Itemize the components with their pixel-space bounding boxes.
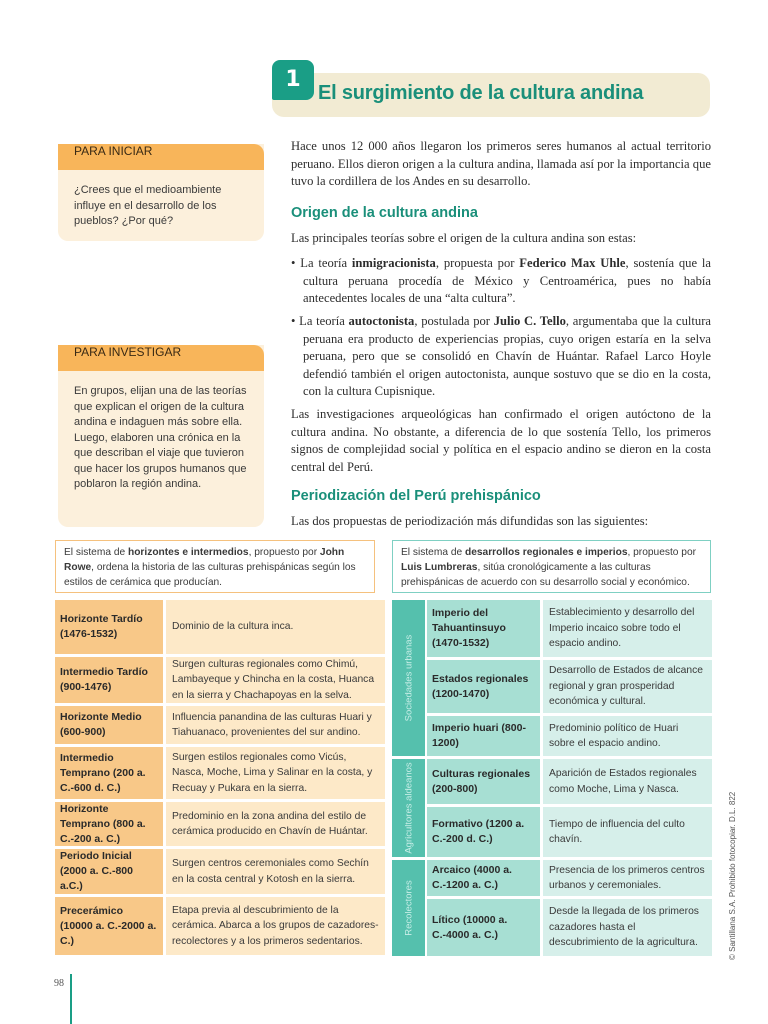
table-row xyxy=(55,897,385,955)
table-row xyxy=(427,759,712,804)
page-number: 98 xyxy=(54,978,64,989)
table-row xyxy=(427,716,712,756)
description-cell: Predominio en la zona andina del estilo de cerámica producido en Chavín de Huántar. xyxy=(166,802,385,846)
table-row xyxy=(55,706,385,744)
section-heading-periodizacion: Periodización del Perú prehispánico xyxy=(291,488,541,504)
period-cell: Periodo Inicial (2000 a. C.-800 a.C.) xyxy=(55,849,163,894)
table-row xyxy=(427,899,712,956)
period-cell: Arcaico (4000 a. C.-1200 a. C.) xyxy=(427,860,540,896)
period-cell: Imperio del Tahuantinsuyo (1470-1532) xyxy=(427,600,540,657)
group-label-recolectores: Recolectores xyxy=(392,860,425,956)
description-cell: Surgen culturas regionales como Chimú, Lambayeque y Chincha en la costa, Huanca en la sierra y Chachapoyas en la selva. xyxy=(166,657,385,703)
para-iniciar-box xyxy=(58,144,264,241)
period-cell: Culturas regionales (200-800) xyxy=(427,759,540,804)
section1-lead: Las principales teorías sobre el origen de la cultura andina son estas: xyxy=(291,231,637,245)
table-row xyxy=(55,600,385,654)
group-label-sociedades-urbanas: Sociedades urbanas xyxy=(392,600,425,756)
period-cell: Formativo (1200 a. C.-200 d. C.) xyxy=(427,807,540,857)
description-cell: Dominio de la cultura inca. xyxy=(166,600,385,654)
copyright-notice: © Santillana S.A. Prohibido fotocopiar. D.L. 822 xyxy=(728,791,737,960)
table-row xyxy=(427,807,712,857)
period-cell: Precerámico (10000 a. C.-2000 a. C.) xyxy=(55,897,163,955)
para-investigar-box xyxy=(58,345,264,527)
description-cell: Establecimiento y desarrollo del Imperio incaico sobre todo el espacio andino. xyxy=(543,600,712,657)
table-row xyxy=(55,849,385,894)
page-title: El surgimiento de la cultura andina xyxy=(318,82,644,104)
lumbreras-info-box: El sistema de desarrollos regionales e imperios, propuesto por Luis Lumbreras, sitúa cronológicamente a las culturas prehispánicas de acuerdo con su desarrollo social y económico. xyxy=(392,540,711,593)
description-cell: Presencia de los primeros centros urbanos y ceremoniales. xyxy=(543,860,712,896)
section-number: 1 xyxy=(272,60,314,100)
bullet-inmigracionista: • La teoría inmigracionista, propuesta por Federico Max Uhle, sostenía que la cultura peruana procedía de México y Centroamérica, pues no había antecedentes locales de una “alta cultura”. xyxy=(291,256,711,305)
rowe-info-box: El sistema de horizontes e intermedios, propuesto por John Rowe, ordena la historia de las culturas prehispánicas según los estilos de cerámica que producían. xyxy=(55,540,375,593)
intro-paragraph: Hace unos 12 000 años llegaron los primeros seres humanos al actual territorio peruano. Ellos dieron origen a la cultura andina, llamada así por la importancia que tuvo la cordillera de los Andes en su desarrollo. xyxy=(291,139,711,188)
description-cell: Predominio político de Huari sobre el espacio andino. xyxy=(543,716,712,756)
section1-closing: Las investigaciones arqueológicas han confirmado el origen autóctono de la cultura andina. No obstante, a diferencia de lo que sostenía Tello, los primeros signos de complejidad social y política en el espacio andino se dieron en la costa central del Perú. xyxy=(291,407,711,474)
para-iniciar-heading: PARA INICIAR xyxy=(58,144,264,170)
period-cell: Horizonte Tardío (1476-1532) xyxy=(55,600,163,654)
description-cell: Influencia panandina de las culturas Huari y Tiahuanaco, provenientes del sur andino. xyxy=(166,706,385,744)
description-cell: Surgen centros ceremoniales como Sechín en la costa central y Kotosh en la sierra. xyxy=(166,849,385,894)
section2-lead: Las dos propuestas de periodización más difundidas son las siguientes: xyxy=(291,514,649,528)
description-cell: Surgen estilos regionales como Vicús, Nasca, Moche, Lima y Salinar en la costa, y Recuay y Pukara en la sierra. xyxy=(166,747,385,799)
bullet-autoctonista: • La teoría autoctonista, postulada por Julio C. Tello, argumentaba que la cultura peruana era producto de experiencias propias, cuyo origen estaría en la selva peruana, pero que se consolidó en Chavín de Huántar. Rafael Larco Hoyle defendió también el origen autoctonista, aunque sostuvo que se dio en la costa, con la cultura Cupisnique. xyxy=(291,314,711,398)
period-cell: Horizonte Temprano (800 a. C.-200 a. C.) xyxy=(55,802,163,846)
group-label-agricultores-aldeanos: Agricultores aldeanos xyxy=(392,759,425,857)
period-cell: Lítico (10000 a. C.-4000 a. C.) xyxy=(427,899,540,956)
para-investigar-body: En grupos, elijan una de las teorías que explican el origen de la cultura andina e indaguen más sobre ella. Luego, elaboren una crónica en la que describan el viaje que tuvieron que hacer los grupos humanos que poblaron la región andina. xyxy=(74,385,247,490)
para-investigar-heading: PARA INVESTIGAR xyxy=(58,345,264,371)
table-row xyxy=(427,660,712,713)
description-cell: Aparición de Estados regionales como Moche, Lima y Nasca. xyxy=(543,759,712,804)
table-row xyxy=(55,657,385,703)
table-row xyxy=(427,600,712,657)
table-row xyxy=(55,802,385,846)
description-cell: Desde la llegada de los primeros cazadores hasta el descubrimiento de la agricultura. xyxy=(543,899,712,956)
description-cell: Desarrollo de Estados de alcance regional y gran prosperidad económica y cultural. xyxy=(543,660,712,713)
period-cell: Horizonte Medio (600-900) xyxy=(55,706,163,744)
para-iniciar-body: ¿Crees que el medioambiente influye en el desarrollo de los pueblos? ¿Por qué? xyxy=(74,184,222,227)
footer-divider xyxy=(70,974,72,1024)
period-cell: Intermedio Tardío (900-1476) xyxy=(55,657,163,703)
period-cell: Imperio huari (800-1200) xyxy=(427,716,540,756)
table-row xyxy=(55,747,385,799)
period-cell: Estados regionales (1200-1470) xyxy=(427,660,540,713)
section-heading-origen: Origen de la cultura andina xyxy=(291,205,478,221)
description-cell: Tiempo de influencia del culto chavín. xyxy=(543,807,712,857)
period-cell: Intermedio Temprano (200 a. C.-600 d. C.) xyxy=(55,747,163,799)
table-row xyxy=(427,860,712,896)
description-cell: Etapa previa al descubrimiento de la cerámica. Abarca a los grupos de cazadores-recolectores y a los primeros sedentarios. xyxy=(166,897,385,955)
